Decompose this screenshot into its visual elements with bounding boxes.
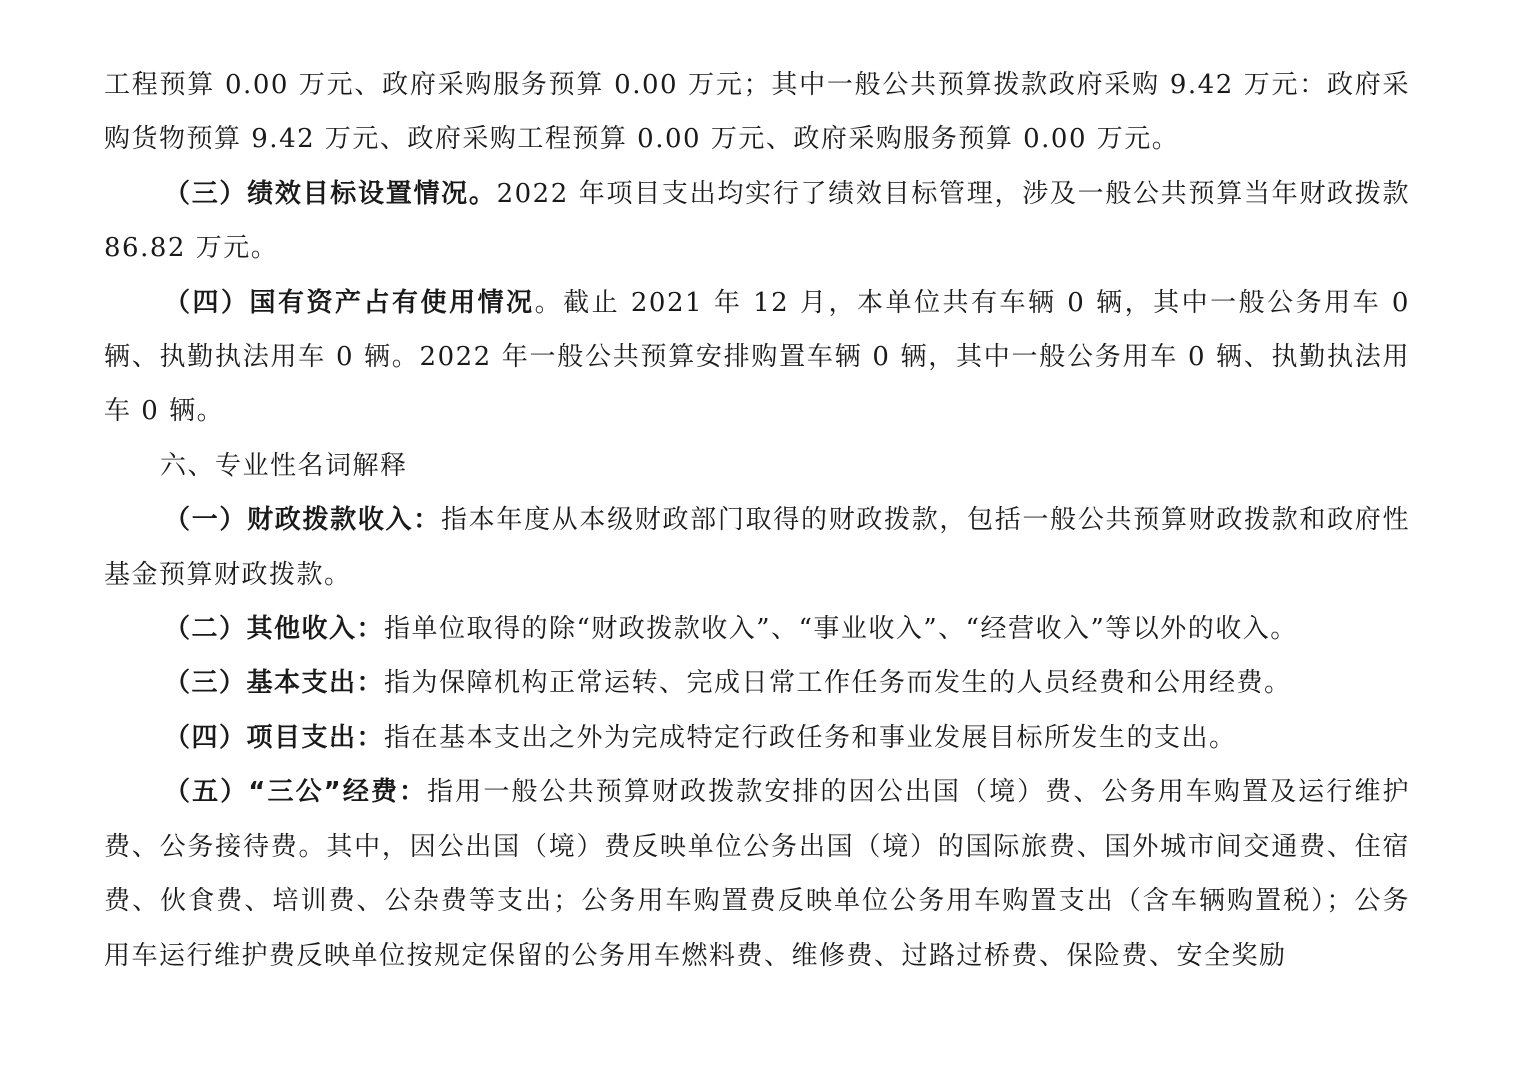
paragraph-text: 2022 年项目支出均实行了绩效目标管理，涉及一般公共预算当年财政拨款 86.82 万元。 (104, 178, 1410, 264)
paragraph-performance-goals (104, 167, 1410, 276)
section-heading: 六、专业性名词解释 (160, 450, 408, 481)
term-text: 指单位取得的除“财政拨款收入”、“事业收入”、“经营收入”等以外的收入。 (384, 614, 1298, 645)
term-lead: （三）基本支出： (164, 668, 385, 699)
term-lead: （五）“三公”经费： (164, 777, 428, 808)
term-three-public-expenses (104, 765, 1410, 983)
term-basic-expenditure (104, 656, 1410, 710)
paragraph-lead: （三）绩效目标设置情况。 (164, 178, 497, 209)
paragraph-lead: （四）国有资产占有使用情况 (164, 287, 535, 318)
term-lead: （四）项目支出： (164, 722, 385, 753)
paragraph-text: 。截止 2021 年 12 月，本单位共有车辆 0 辆，其中一般公务用车 0 辆、执勤执法用车 0 辆。2022 年一般公共预算安排购置车辆 0 辆，其中一般公务用车 0 辆、执勤执法用车 0 辆。 (104, 287, 1410, 427)
term-text: 指本年度从本级财政部门取得的财政拨款，包括一般公共预算财政拨款和政府性基金预算财政拨款。 (104, 505, 1410, 590)
term-text: 指用一般公共预算财政拨款安排的因公出国（境）费、公务用车购置及运行维护费、公务接待费。其中，因公出国（境）费反映单位公务出国（境）的国际旅费、国外城市间交通费、住宿费、伙食费、培训费、公杂费等支出；公务用车购置费反映单位公务用车购置支出（含车辆购置税）；公务用车运行维护费反映单位按规定保留的公务用车燃料费、维修费、过路过桥费、保险费、安全奖励 (104, 777, 1410, 971)
term-project-expenditure (104, 711, 1410, 765)
paragraph-procurement-budget (104, 58, 1410, 167)
document-page (104, 58, 1410, 983)
paragraph-text: 工程预算 0.00 万元、政府采购服务预算 0.00 万元；其中一般公共预算拨款政府采购 9.42 万元：政府采购货物预算 9.42 万元、政府采购工程预算 0.00 万元、政府采购服务预算 0.00 万元。 (104, 70, 1410, 155)
term-fiscal-appropriation (104, 493, 1410, 602)
term-text: 指为保障机构正常运转、完成日常工作任务而发生的人员经费和公用经费。 (384, 668, 1292, 699)
term-lead: （一）财政拨款收入： (164, 505, 441, 536)
term-lead: （二）其他收入： (164, 614, 385, 645)
paragraph-state-assets (104, 276, 1410, 439)
term-text: 指在基本支出之外为完成特定行政任务和事业发展目标所发生的支出。 (384, 722, 1237, 753)
term-other-income (104, 602, 1410, 656)
